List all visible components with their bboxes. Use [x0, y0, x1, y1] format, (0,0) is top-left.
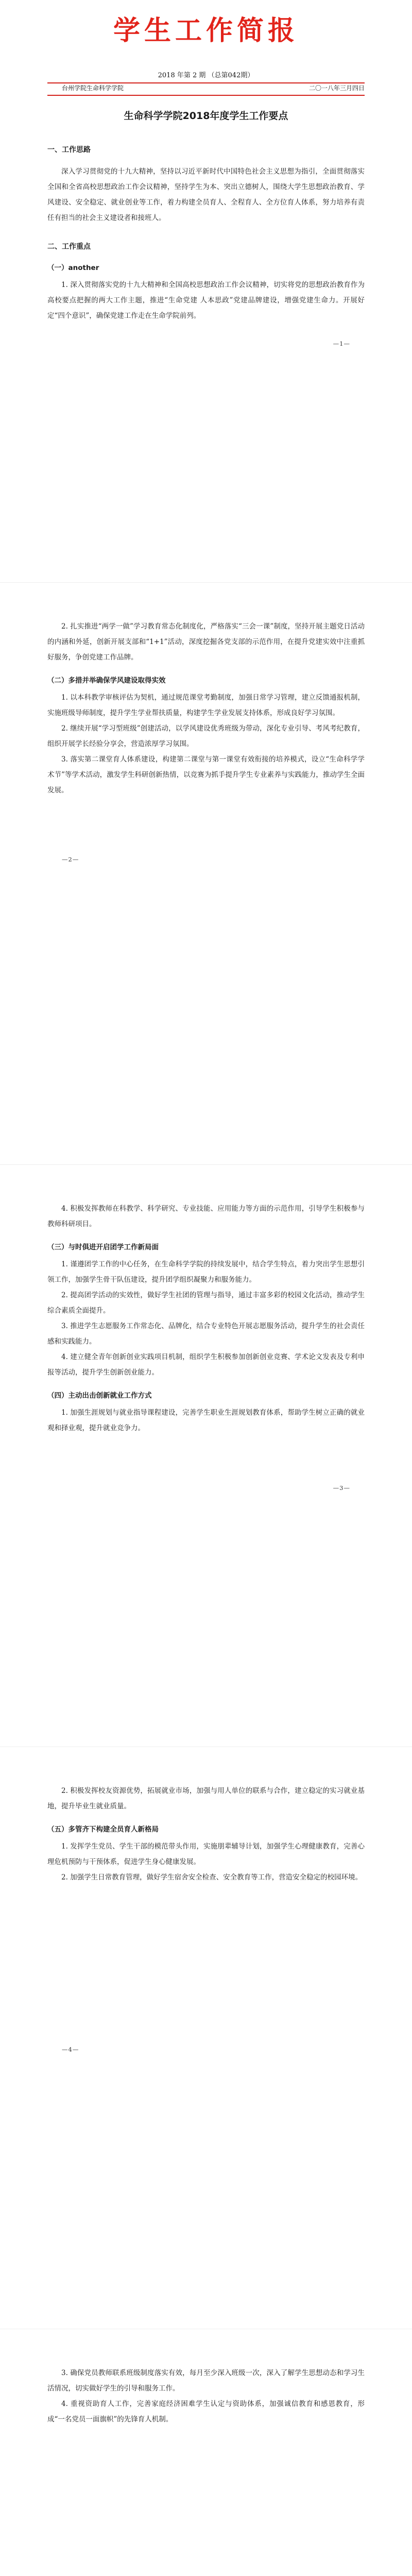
- paragraph: 4. 积极发挥教师在科教学、科学研究、专业技能、应用能力等方面的示范作用，引导学生积极参与教师科研项目。: [47, 1205, 365, 1228]
- paragraph: 2. 提高团学活动的实效性，做好学生社团的管理与指导，通过丰富多彩的校园文化活动，推动学生综合素质全面提升。: [47, 1291, 365, 1315]
- section-heading: 一、工作思路: [47, 146, 91, 154]
- paragraph: 深入学习贯彻党的十九大精神，坚持以习近平新时代中国特色社会主义思想为指引，全面贯彻落实全国和全省高校思想政治工作会议精神，坚持学生为本、突出立德树人，围绕大学生思想政治教育、学风建设、安全稳定、就业创业等工作，着力构建全员育人、全程育人、全方位育人体系，努力培养有责任有担当的社会主义建设者和接班人。: [47, 167, 365, 222]
- subsection-heading: （五）多管齐下构建全员育人新格局: [47, 1825, 159, 1834]
- subsection-heading: （三）与时俱进开启团学工作新局面: [47, 1243, 159, 1251]
- paragraph: 1. 以本科教学审核评估为契机，通过规范课堂考勤制度，加强日常学习管理，建立反馈通报机制，实施班级导师制度，提升学生学业帮扶质量，构建学生学业发展支持体系，形成良好学习氛围。: [47, 693, 365, 717]
- subsection-heading: （二）多措并举确保学风建设取得实效: [47, 676, 166, 685]
- paragraph: 1. 发挥学生党员、学生干部的模范带头作用，实施朋辈辅导计划，加强学生心理健康教育，完善心理危机预防与干预体系，促进学生身心健康发展。: [47, 1842, 365, 1866]
- issue-number: 2018 年第 2 期 （总第042期）: [158, 72, 254, 79]
- paragraph: 3. 推进学生志愿服务工作常态化、品牌化，结合专业特色开展志愿服务活动，提升学生的社会责任感和实践能力。: [47, 1322, 365, 1346]
- page-4: [0, 1747, 412, 2329]
- page-1: [0, 0, 412, 582]
- paragraph: 1. 加强生涯规划与就业指导课程建设，完善学生职业生涯规划教育体系，帮助学生树立正确的就业观和择业观，提升就业竞争力。: [47, 1409, 365, 1432]
- subsection-heading: （一）another: [47, 264, 99, 272]
- page-number: —2—: [62, 856, 79, 863]
- publisher: 台州学院生命科学学院: [62, 84, 124, 92]
- header-rule-bottom: [47, 95, 365, 96]
- page-number: —3—: [333, 1484, 350, 1492]
- paragraph: 2. 加强学生日常教育管理，做好学生宿舍安全检查、安全教育等工作，营造安全稳定的校园环境。: [61, 1873, 363, 1882]
- subsection-heading: （四）主动出击创新就业工作方式: [47, 1392, 152, 1400]
- document-title: 生命科学学院2018年度学生工作要点: [124, 110, 288, 122]
- section-heading: 二、工作重点: [47, 243, 91, 251]
- page-3: [0, 1164, 412, 1747]
- paragraph: 2. 扎实推进“两学一做”学习教育常态化制度化，严格落实“三会一课”制度，坚持开展主题党日活动的内涵和外延，创新开展支部和“1+1”活动，深度挖掘各党支部的示范作用，在提升党建实效中注重抓好服务，争创党建工作品牌。: [47, 622, 365, 662]
- page-number: —1—: [333, 340, 350, 347]
- paragraph: 4. 重视资助育人工作，完善家庭经济困难学生认定与资助体系，加强诚信教育和感恩教育，形成“一名党员一面旗帜”的先锋育人机制。: [47, 2400, 365, 2424]
- publish-date: 二〇一八年三月四日: [308, 84, 365, 92]
- page-2: [0, 582, 412, 1165]
- page-5: [0, 2329, 412, 2576]
- paragraph: 3. 落实第二课堂育人体系建设，构建第二课堂与第一课堂有效衔接的培养模式，设立“生命科学学术节”等学术活动，激发学生科研创新热情，以竞赛为抓手提升学生专业素养与实践能力，推动学生全面发展。: [47, 755, 365, 794]
- page-number: —4—: [62, 2046, 79, 2053]
- paragraph: 3. 确保党员教师联系班级制度落实有效，每月至少深入班级一次，深入了解学生思想动态和学习生活情况，切实做好学生的引导和服务工作。: [47, 2369, 365, 2393]
- paragraph: 2. 继续开展“学习型班级”创建活动，以学风建设优秀班级为带动，深化专业引导、考风考纪教育，组织开展学长经验分享会，营造浓厚学习氛围。: [47, 724, 365, 748]
- paragraph: 2. 积极发挥校友资源优势，拓展就业市场，加强与用人单位的联系与合作，建立稳定的实习就业基地，提升毕业生就业质量。: [47, 1787, 365, 1810]
- paragraph: 4. 建立健全青年创新创业实践项目机制，组织学生积极参加创新创业竞赛、学术论文发表及专利申报等活动，提升学生创新创业能力。: [47, 1353, 365, 1377]
- paragraph: 1. 谨遵团学工作的中心任务，在生命科学学院的持续发展中，结合学生特点，着力突出学生思想引领工作，加强学生骨干队伍建设，提升团学组织凝聚力和服务能力。: [47, 1260, 365, 1284]
- paragraph: 1. 深入贯彻落实党的十九大精神和全国高校思想政治工作会议精神，切实将党的思想政治教育作为高校要点把握的两大工作主题，推进“生命党建 人本思政”党建品牌建设，增强党建生命力。开展好定“四个意识”，确保党建工作走在生命学院前列。: [47, 281, 365, 320]
- newsletter-masthead: 学生工作简报: [113, 15, 299, 46]
